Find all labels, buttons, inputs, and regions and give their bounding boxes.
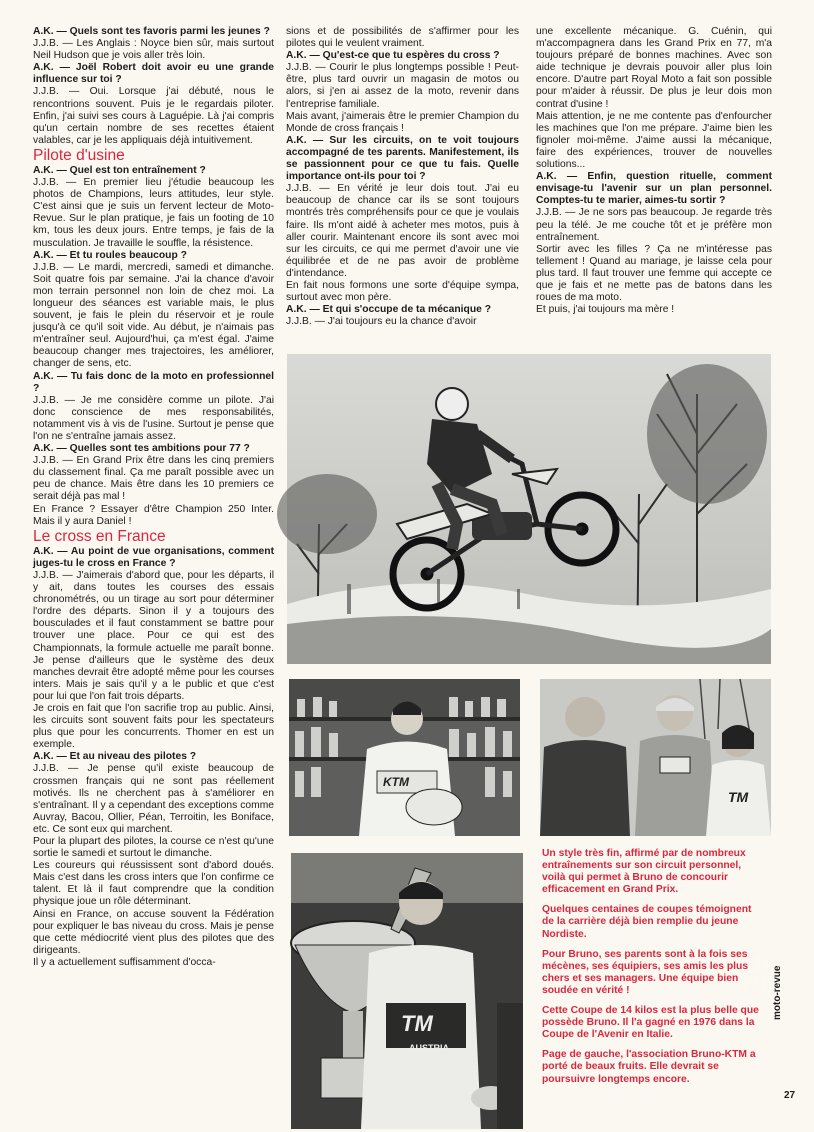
interview-answer: une excellente mécanique. G. Cuénin, qui m'accompagnera dans les Grand Prix en 77, m'a toujours préparé de bonnes machines. Avec son aide technique je devrais pouvoir aller plus loin encore. D'autre part Royal Moto a fait son possible pour m'aider à réussir. De plus je leur dois mon contrat d'usine ! — [536, 26, 772, 110]
interview-question: A.K. — Quel est ton entraînement ? — [33, 164, 206, 176]
interview-answer: J.J.B. — Je ne sors pas beaucoup. Je regarde très peu la télé. Je me couche tôt et je préfère mon entraînement. — [536, 207, 772, 243]
watermark: MC HD — [743, 951, 780, 996]
interview-question: A.K. — Enfin, question rituelle, comment envisage-tu l'avenir sur un plan personnel. Comptes-tu te marier, aimes-tu sortir ? — [536, 171, 772, 207]
interview-answer: J.J.B. — En premier lieu j'étudie beaucoup les photos de Champions, leurs attitudes, leur style. C'est ainsi que je suis un fervent lecteur de Moto-Revue. Sur le plan pratique, je fais un footing de 10 km, tous les deux jours. Entre temps, je fais de la musculation. Je travaille le souffle, la résistence. — [33, 177, 274, 249]
jersey-logo: TM — [728, 789, 749, 805]
article-column-2 — [286, 26, 519, 328]
interview-question: A.K. — Sur les circuits, on te voit toujours accompagné de tes parents. Manifestement, ils se passionnent pour ce que tu fais. Quelle importance ont-ils pour toi ? — [286, 134, 519, 183]
interview-answer: J.J.B. — J'aimerais d'abord que, pour les départs, il y ait, dans toutes les courses des essais chronométrés, ou un tirage au sort pour déterminer l'ordre des départs. Sinon il y a toujours des bousculades et il faut constamment se battre pour trouver une place. Pour ce qui est des Championnats, la formule actuelle me paraît bonne. Je pense d'ailleurs que le système des deux manches devrait être adopté même pour les courses inters. Mais je sais qu'il y a le public et que c'est pour lui que l'on fait trois départs. — [33, 569, 274, 702]
page-number: 27 — [784, 1090, 796, 1101]
caption: Pour Bruno, ses parents sont à la fois ses mécènes, ses équipiers, ses amis les plus chers et ses managers. Une équipe bien soudée en vérité ! — [542, 948, 749, 996]
interview-answer: J.J.B. — Je me considère comme un pilote. J'ai donc conscience de mes responsabilités, notamment vis à vis de l'usine. Surtout je pense que l'on ne s'entraîne jamais assez. — [33, 394, 274, 442]
section-heading: Le cross en France — [33, 527, 166, 545]
interview-question: A.K. — Joël Robert doit avoir eu une grande influence sur toi ? — [33, 62, 274, 86]
interview-answer: Les coureurs qui réussissent sont d'abord doués. Mais c'est dans les cross inters que l'on confirme ce talent. Et là il faut comprendre que la condition physique joue un rôle déterminant. — [33, 860, 274, 908]
interview-answer: J.J.B. — Oui. Lorsque j'ai débuté, nous le rencontrions souvent. Puis je le regardais piloter. Enfin, j'ai suivi ses cours à Laguépie. Là j'ai compris qu'un certain nombre de ses recettes étaient valables, car je les appliquais déjà intuitivement. — [33, 86, 274, 146]
interview-question: A.K. — Au point de vue organisations, comment juges-tu le cross en France ? — [33, 545, 274, 569]
interview-question: A.K. — Qu'est-ce que tu espères du cross ? — [286, 50, 500, 62]
interview-answer: Je crois en fait que l'on sacrifie trop au public. Ainsi, les circuits sont souvent faits pour les spectateurs plus que pour les concurrents. Thomer en est un exemple. — [33, 702, 274, 751]
interview-answer: Il y a actuellement suffisamment d'occa- — [33, 956, 216, 968]
article-column-3 — [536, 26, 772, 316]
interview-answer: J.J.B. — J'ai toujours eu la chance d'avoir — [286, 316, 477, 328]
interview-question: A.K. — Et qui s'occupe de ta mécanique ? — [286, 304, 491, 316]
parents-photo — [540, 679, 771, 836]
interview-answer: Mais attention, je ne me contente pas d'enfourcher les machines que l'on me prépare. J'aime bien les fignoler moi-même. J'aime aussi la mécanique, faire des expériences, trouver de nouvelles solutions... — [536, 110, 772, 171]
caption: Cette Coupe de 14 kilos est la plus belle que possède Bruno. Il l'a gagné en 1976 dans la Coupe de l'Avenir en Italie. — [542, 1005, 759, 1041]
interview-answer: En France ? Essayer d'être Champion 250 Inter. Mais il y aura Daniel ! — [33, 503, 274, 527]
interview-answer: Et puis, j'ai toujours ma mère ! — [536, 304, 675, 316]
interview-answer: J.J.B. — Le mardi, mercredi, samedi et dimanche. Soit quatre fois par semaine. J'ai la chance d'avoir mon terrain personnel non loin de chez moi. La longueur des séances est variable mais, le plus souvent, je fais le plein du réservoir et je roule jusqu'à ce qu'il soit vide. Au début, je n'aimais pas m'entraîner seul. Aujourd'hui, ça m'est égal. J'aime beaucoup changer mes trajectoires, les améliorer, changer de sens, etc. — [33, 261, 274, 370]
trophies-photo — [289, 679, 520, 836]
interview-question: A.K. — Quelles sont tes ambitions pour 77 ? — [33, 443, 250, 455]
section-heading: Pilote d'usine — [33, 146, 125, 164]
interview-answer: J.J.B. — Courir le plus longtemps possible ! Peut-être, plus tard ouvrir un magasin de motos ou alors, si j'en ai assez de la moto, revenir dans l'entreprise familiale. — [286, 62, 519, 110]
interview-answer: Ainsi en France, on accuse souvent la Fédération pour expliquer le bas niveau du cross. Mais je pense que cette médiocrité vient plus des pilotes que des dirigeants. — [33, 908, 274, 956]
interview-answer: Pour la plupart des pilotes, la course ce n'est qu'une sortie le samedi et surtout le dimanche. — [33, 836, 274, 860]
caption: Un style très fin, affirmé par de nombreux entraînements sur son circuit personnel, voilà qui permet à Bruno de concourir efficacement en Grand Prix. — [542, 848, 746, 896]
caption: Quelques centaines de coupes témoignent de la carrière déjà bien remplie du jeune Nordiste. — [542, 904, 752, 940]
jersey-sub-label: AUSTRIA — [409, 1043, 449, 1053]
caption: Page de gauche, l'association Bruno-KTM a porté de beaux fruits. Elle devrait se poursuivre longtemps encore. — [542, 1049, 756, 1085]
interview-answer: J.J.B. — En Grand Prix être dans les cinq premiers du classement final. Ça me paraît possible avec un peu de chance. Mais être dans les 10 premiers ce serait déjà pas mal ! — [33, 455, 274, 503]
interview-answer: Sortir avec les filles ? Ça ne m'intéresse pas tellement ! Quand au mariage, je laisse cela pour plus tard. Il faut trouver une femme qui accepte ce que je fais et ne mette pas de batons dans les roues de ma moto. — [536, 243, 772, 304]
interview-question: A.K. — Quels sont tes favoris parmi les jeunes ? — [33, 26, 270, 37]
interview-answer: sions et de possibilités de s'affirmer pour les pilotes qui le veulent vraiment. — [286, 26, 519, 50]
jersey-logo: KTM — [383, 775, 409, 789]
interview-question: A.K. — Et au niveau des pilotes ? — [33, 751, 197, 763]
jersey-logo: TM — [401, 1011, 433, 1036]
interview-question: A.K. — Et tu roules beaucoup ? — [33, 249, 187, 261]
interview-question: A.K. — Tu fais donc de la moto en professionnel ? — [33, 370, 274, 394]
photo-captions — [542, 848, 762, 1094]
cup-photo — [291, 853, 523, 1129]
interview-answer: Mais avant, j'aimerais être le premier Champion du Monde de cross français ! — [286, 110, 519, 134]
interview-answer: J.J.B. — En vérité je leur dois tout. J'ai eu beaucoup de chance car ils se sont toujours montrés très compréhensifs pour ce que je voulais faire. Ils m'ont aidé à acheter mes motos, puis à aller courir. Maintenant encore ils sont avec moi sur les circuits, ce qui me permet d'avoir une vie équilibrée et de ne pas avoir de problème d'intendance. — [286, 183, 519, 279]
interview-answer: En fait nous formons une sorte d'équipe sympa, surtout avec mon père. — [286, 279, 519, 304]
magazine-name: moto-revue — [772, 965, 783, 1020]
interview-answer: J.J.B. — Les Anglais : Noyce bien sûr, mais surtout Neil Hudson que je vois aller très loin. — [33, 38, 274, 62]
article-column-1 — [33, 26, 274, 969]
interview-answer: J.J.B. — Je pense qu'il existe beaucoup de crossmen français qui ne sont pas réellement motivés. Ils ne cherchent pas à s'améliorer en s'entraînant. Il y a cependant des exceptions comme Auvray, Bacou, Ollier, Péan, Terroitin, les Boniface, etc. Ce sont eux qui marchent. — [33, 763, 274, 835]
